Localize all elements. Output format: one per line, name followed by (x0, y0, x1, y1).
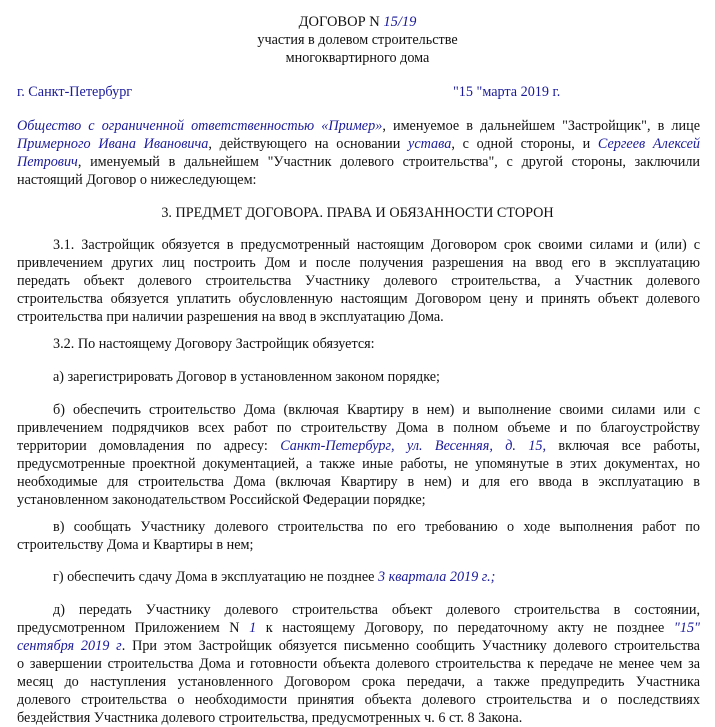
preamble-text: , с одной стороны, и (451, 136, 598, 152)
preamble-line-2 (17, 135, 700, 153)
preamble-text: , действующего на основании (208, 136, 409, 152)
clause-text: г) обеспечить сдачу Дома в эксплуатацию не позднее (53, 569, 378, 585)
preamble-line-4: настоящий Договор о нижеследующем: (17, 172, 257, 188)
preamble-text: , именуемое в дальнейшем "Застройщик", в лице (382, 118, 700, 134)
representative-name: Примерного Ивана Ивановича (17, 136, 209, 152)
developer-name: Общество с ограниченной ответственностью «Пример» (17, 118, 383, 134)
authority-basis: устава (408, 136, 452, 152)
clause-3-2: 3.2. По настоящему Договору Застройщик обязуется: (53, 336, 375, 352)
clause-d-line: долевого строительства о необходимости принятия объекта долевого строительства и о последствиях (17, 692, 700, 708)
contract-subtitle-2: многоквартирного дома (285, 50, 430, 66)
clause-d-line: д) передать Участнику долевого строительства объект долевого строительства в состоянии, (53, 602, 700, 618)
clause-b-line (17, 437, 700, 455)
preamble-line-1 (17, 117, 700, 135)
section-heading: 3. ПРЕДМЕТ ДОГОВОРА. ПРАВА И ОБЯЗАННОСТИ СТОРОН (161, 205, 554, 221)
clause-b-line: привлечением подрядчиков всех работ по строительству Дома в полном объеме и по благоустройству (17, 420, 700, 436)
title-prefix: ДОГОВОР N (298, 14, 384, 30)
contract-title (0, 13, 715, 31)
property-address: Санкт-Петербург, ул. Весенняя, д. 15, (280, 438, 547, 454)
contract-subtitle-1: участия в долевом строительстве (257, 32, 458, 48)
clause-b-line: б) обеспечить строительство Дома (включая Квартиру в нем) и выполнение своими силами или с (53, 402, 700, 418)
clause-text: к настоящему Договору, по передаточному акту не позднее (256, 620, 674, 636)
contract-number: 15/19 (383, 14, 417, 30)
clause-d-line: о завершении строительства Дома и готовности объекта долевого строительства к передаче не менее чем за (17, 656, 700, 672)
clause-d-line: бездействия Участника долевого строительства, предусмотренных ч. 6 ст. 8 Закона. (17, 710, 523, 726)
clause-b-line: предусмотренные проектной документацией, а также иные работы, не упомянутые в этих документах, но (17, 456, 700, 472)
clause-v-line: в) сообщать Участнику долевого строительства по его требованию о ходе выполнения работ по (53, 519, 700, 535)
clause-b-line: установленном законодательством Российской Федерации порядке; (17, 492, 426, 508)
contract-city: г. Санкт-Петербург (17, 84, 133, 100)
contract-date: "15 "марта 2019 г. (453, 84, 561, 100)
clause-3-1-line: строительства при наличии разрешения на ввод в эксплуатацию Дома. (17, 309, 444, 325)
transfer-month-year: сентября 2019 г (17, 638, 122, 654)
participant-name-cont: Петрович (17, 154, 78, 170)
clause-d-line (17, 637, 700, 655)
preamble-text: , именуемый в дальнейшем "Участник долевого строительства", с другой стороны, заключили (77, 154, 700, 170)
appendix-number: 1 (249, 620, 257, 636)
clause-3-1-line: привлечением других лиц построить Дом и после получения разрешения на ввод его в эксплуатацию (17, 255, 700, 271)
clause-d-line: месяц до наступления установленного Договором срока передачи, а также предупредить Участника (17, 674, 700, 690)
clause-b-line: необходимые для строительства Дома (включая Квартиру в нем) и для его ввода в эксплуатацию в (17, 474, 700, 490)
clause-g (53, 568, 700, 586)
preamble-line-3 (17, 153, 700, 171)
clause-text: предусмотренном Приложением N (17, 620, 250, 636)
clause-3-1-line: передать объект долевого строительства Участнику долевого строительства, а Участник долевого (17, 273, 700, 289)
clause-3-1-line: 3.1. Застройщик обязуется в предусмотренный настоящим Договором срок своими силами и (или) с (53, 237, 700, 253)
transfer-day: "15" (673, 620, 700, 636)
participant-name: Сергеев Алексей (597, 136, 701, 152)
clause-text: включая все работы, (546, 438, 701, 454)
clause-v-line: строительству Дома и Квартиры в нем; (17, 537, 254, 553)
clause-d-line (17, 619, 700, 637)
completion-deadline: 3 квартала 2019 г.; (378, 569, 496, 585)
clause-a: а) зарегистрировать Договор в установленном законом порядке; (53, 369, 440, 385)
clause-text: . При этом Застройщик обязуется письменно сообщить Участнику долевого строительства (121, 638, 700, 654)
clause-3-1-line: строительства обязуется уплатить обусловленную настоящим Договором цену и принять объект долевого (17, 291, 700, 307)
clause-text: территории домовладения по адресу: (17, 438, 281, 454)
